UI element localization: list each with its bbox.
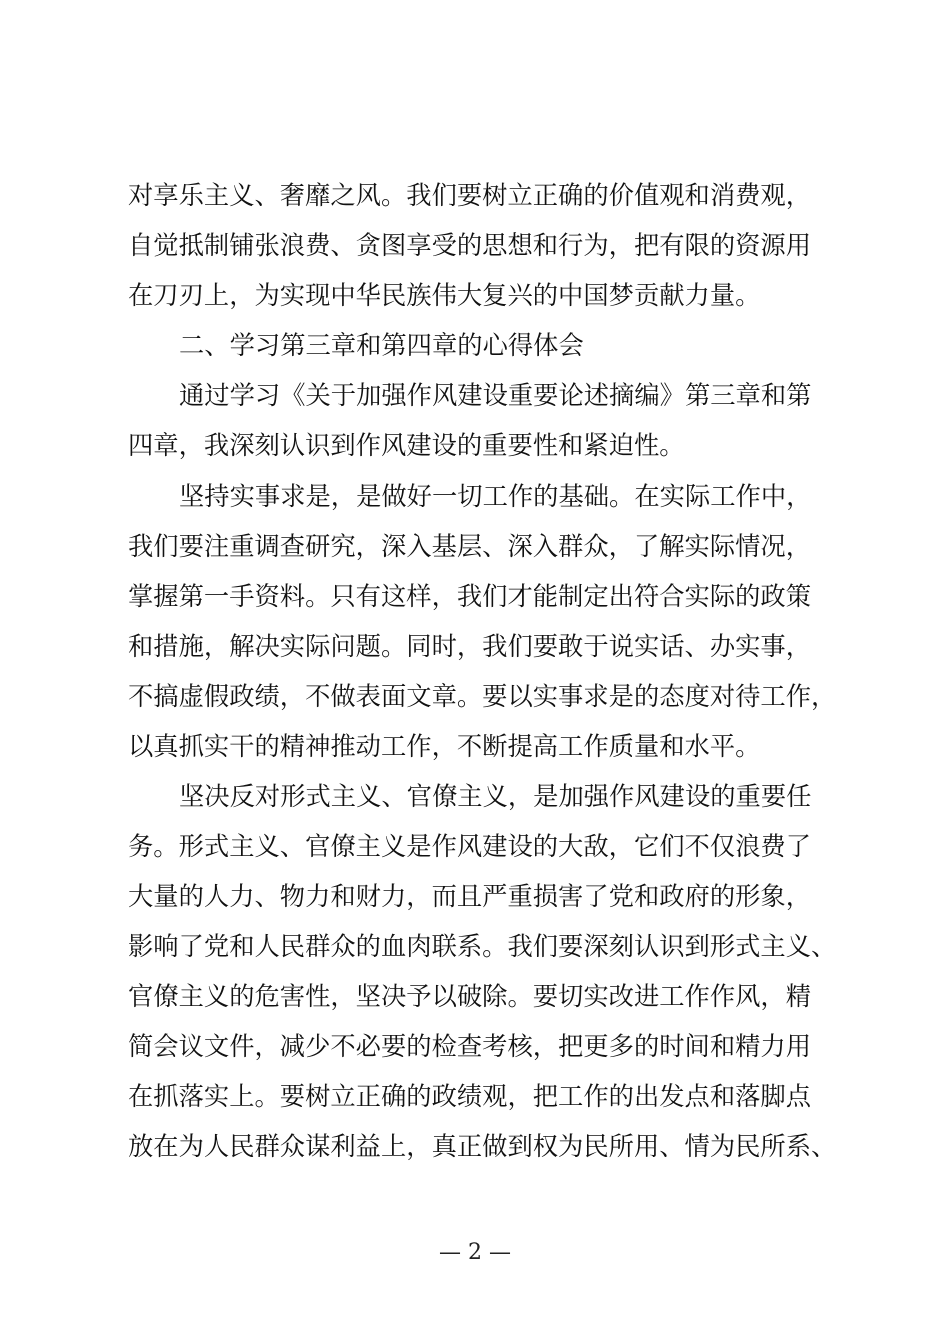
text-line: 简会议文件，减少不必要的检查考核，把更多的时间和精力用 bbox=[128, 1032, 812, 1061]
text-line: 四章，我深刻认识到作风建设的重要性和紧迫性。 bbox=[128, 431, 685, 460]
text-line: 放在为人民群众谋利益上，真正做到权为民所用、情为民所系、 bbox=[128, 1132, 837, 1161]
text-line: 我们要注重调查研究，深入基层、深入群众，了解实际情况， bbox=[128, 532, 812, 561]
text-line: 大量的人力、物力和财力，而且严重损害了党和政府的形象， bbox=[128, 882, 812, 911]
text-line: 自觉抵制铺张浪费、贪图享受的思想和行为，把有限的资源用 bbox=[128, 231, 812, 260]
text-line: 以真抓实干的精神推动工作，不断提高工作质量和水平。 bbox=[128, 732, 761, 761]
text-line: 务。形式主义、官僚主义是作风建设的大敌，它们不仅浪费了 bbox=[128, 832, 812, 861]
text-line: 对享乐主义、奢靡之风。我们要树立正确的价值观和消费观， bbox=[128, 181, 812, 210]
text-line: 不搞虚假政绩，不做表面文章。要以实事求是的态度对待工作， bbox=[128, 682, 837, 711]
page-number: — 2 — bbox=[439, 1240, 511, 1265]
text-line: 和措施，解决实际问题。同时，我们要敢于说实话、办实事， bbox=[128, 632, 812, 661]
text-line: 通过学习《关于加强作风建设重要论述摘编》第三章和第 bbox=[179, 381, 812, 410]
text-line: 掌握第一手资料。只有这样，我们才能制定出符合实际的政策 bbox=[128, 582, 812, 611]
text-line: 坚持实事求是，是做好一切工作的基础。在实际工作中， bbox=[179, 482, 812, 511]
text-line: 在抓落实上。要树立正确的政绩观，把工作的出发点和落脚点 bbox=[128, 1082, 812, 1111]
text-line: 官僚主义的危害性，坚决予以破除。要切实改进工作作风，精 bbox=[128, 982, 812, 1011]
section-heading: 二、学习第三章和第四章的心得体会 bbox=[179, 331, 584, 360]
text-line: 坚决反对形式主义、官僚主义，是加强作风建设的重要任 bbox=[179, 782, 812, 811]
text-line: 在刀刃上，为实现中华民族伟大复兴的中国梦贡献力量。 bbox=[128, 281, 761, 310]
text-line: 影响了党和人民群众的血肉联系。我们要深刻认识到形式主义、 bbox=[128, 932, 837, 961]
